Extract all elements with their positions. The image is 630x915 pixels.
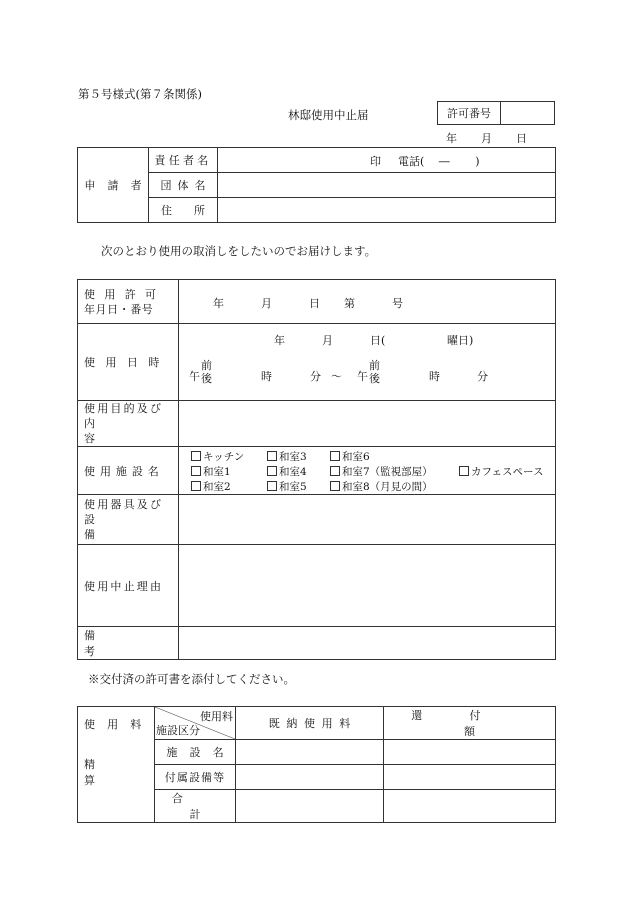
equipment-field[interactable]: [179, 495, 556, 545]
permit-date-label: 使用許可 年月日・番号: [78, 280, 179, 324]
facility-checkbox-cafe-space[interactable]: カフェスペース: [459, 464, 543, 479]
group-name-label: 団体名: [149, 173, 218, 198]
range-tilde: 〜: [331, 370, 342, 383]
fee-diagonal-header: [155, 707, 236, 740]
usage-weekday-label: 曜日): [447, 334, 474, 347]
facility-checkbox-washitsu7[interactable]: 和室7（監視部屋）: [330, 464, 433, 479]
cancel-reason-field[interactable]: [179, 545, 556, 627]
permit-year-label: 年: [213, 297, 224, 310]
fee-row-equipment-paid[interactable]: [236, 765, 384, 790]
purpose-field[interactable]: [179, 401, 556, 447]
fee-side-label: 使用料 精算: [78, 707, 155, 823]
remarks-label: 備考: [78, 627, 179, 660]
paid-fee-header: 既納使用料: [236, 707, 384, 740]
phone-label: 電話( ― ): [398, 155, 480, 168]
fee-row-total-refund[interactable]: [384, 790, 556, 823]
seal-label: 印: [370, 155, 381, 168]
cancel-reason-label: 使用中止理由: [78, 545, 179, 627]
fee-row-equipment-label: 付属設備等: [155, 765, 236, 790]
attachment-note: ※交付済の許可書を添付してください。: [88, 672, 295, 686]
facility-checkbox-washitsu5[interactable]: 和室5: [267, 479, 307, 494]
fee-row-facility-refund[interactable]: [384, 740, 556, 765]
responsible-person-label: 責任者名: [149, 148, 218, 173]
usage-day-label: 日(: [370, 334, 386, 347]
usage-table: [77, 279, 556, 660]
permit-date-field[interactable]: [179, 280, 556, 324]
facilities-field: [179, 447, 556, 495]
group-name-field[interactable]: [218, 173, 556, 198]
permit-no-prefix: 第: [344, 297, 355, 310]
applicant-table: [77, 147, 556, 223]
permit-no-suffix: 号: [392, 297, 403, 310]
checkbox-icon: [330, 466, 340, 476]
date-year-label: 年: [446, 132, 457, 145]
facility-checkbox-washitsu3[interactable]: 和室3: [267, 449, 307, 464]
purpose-label: 使用目的及び 内容: [78, 401, 179, 447]
equipment-label: 使用器具及び 設備: [78, 495, 179, 545]
usage-month-label: 月: [322, 334, 333, 347]
checkbox-icon: [459, 466, 469, 476]
end-minute-label: 分: [477, 370, 488, 383]
diag-bottom-label: 施設区分: [156, 724, 200, 737]
intro-text: 次のとおり使用の取消しをしたいのでお届けします。: [101, 244, 377, 258]
end-ampm: 前 後: [369, 359, 380, 385]
responsible-person-field[interactable]: [218, 148, 556, 173]
checkbox-icon: [267, 451, 277, 461]
checkbox-icon: [267, 481, 277, 491]
facilities-label: 使用施設名: [78, 447, 179, 495]
fee-row-total-label: 合計: [155, 790, 236, 823]
address-label: 住所: [149, 198, 218, 223]
usage-datetime-label: 使用日時: [78, 324, 179, 401]
facility-checkbox-kitchen[interactable]: キッチン: [191, 449, 244, 464]
remarks-field[interactable]: [179, 627, 556, 660]
facility-checkbox-washitsu4[interactable]: 和室4: [267, 464, 307, 479]
date-month-label: 月: [481, 132, 492, 145]
fee-row-equipment-refund[interactable]: [384, 765, 556, 790]
usage-year-label: 年: [274, 334, 285, 347]
checkbox-icon: [191, 466, 201, 476]
fee-row-total-paid[interactable]: [236, 790, 384, 823]
facility-checkbox-washitsu1[interactable]: 和室1: [191, 464, 231, 479]
start-ampm: 前 後: [201, 359, 212, 385]
diag-top-label: 使用料: [200, 710, 233, 723]
start-hour-label: 時: [261, 370, 272, 383]
checkbox-icon: [267, 466, 277, 476]
checkbox-icon: [330, 481, 340, 491]
fee-row-facility-label: 施設名: [155, 740, 236, 765]
refund-amount-header: 還付額: [384, 707, 556, 740]
fee-settlement-table: [77, 706, 556, 823]
permit-number-field[interactable]: [501, 102, 555, 125]
permit-number-box: [437, 101, 555, 125]
permit-day-label: 日: [309, 297, 320, 310]
address-field[interactable]: [218, 198, 556, 223]
checkbox-icon: [330, 451, 340, 461]
start-go-label: 午: [189, 370, 200, 383]
facility-checkbox-washitsu8[interactable]: 和室8（月見の間）: [330, 479, 433, 494]
form-title: 林邸使用中止届: [288, 108, 369, 122]
end-go-label: 午: [357, 370, 368, 383]
permit-number-label: 許可番号: [438, 102, 501, 125]
usage-datetime-field[interactable]: [179, 324, 556, 401]
checkbox-icon: [191, 481, 201, 491]
permit-month-label: 月: [261, 297, 272, 310]
date-day-label: 日: [516, 132, 527, 145]
facility-checkbox-washitsu2[interactable]: 和室2: [191, 479, 231, 494]
fee-row-facility-paid[interactable]: [236, 740, 384, 765]
start-minute-label: 分: [310, 370, 321, 383]
form-number-label: 第５号様式(第７条関係): [78, 87, 202, 101]
end-hour-label: 時: [429, 370, 440, 383]
facility-checkbox-washitsu6[interactable]: 和室6: [330, 449, 370, 464]
applicant-side-label: 申請者: [78, 148, 149, 223]
checkbox-icon: [191, 451, 201, 461]
